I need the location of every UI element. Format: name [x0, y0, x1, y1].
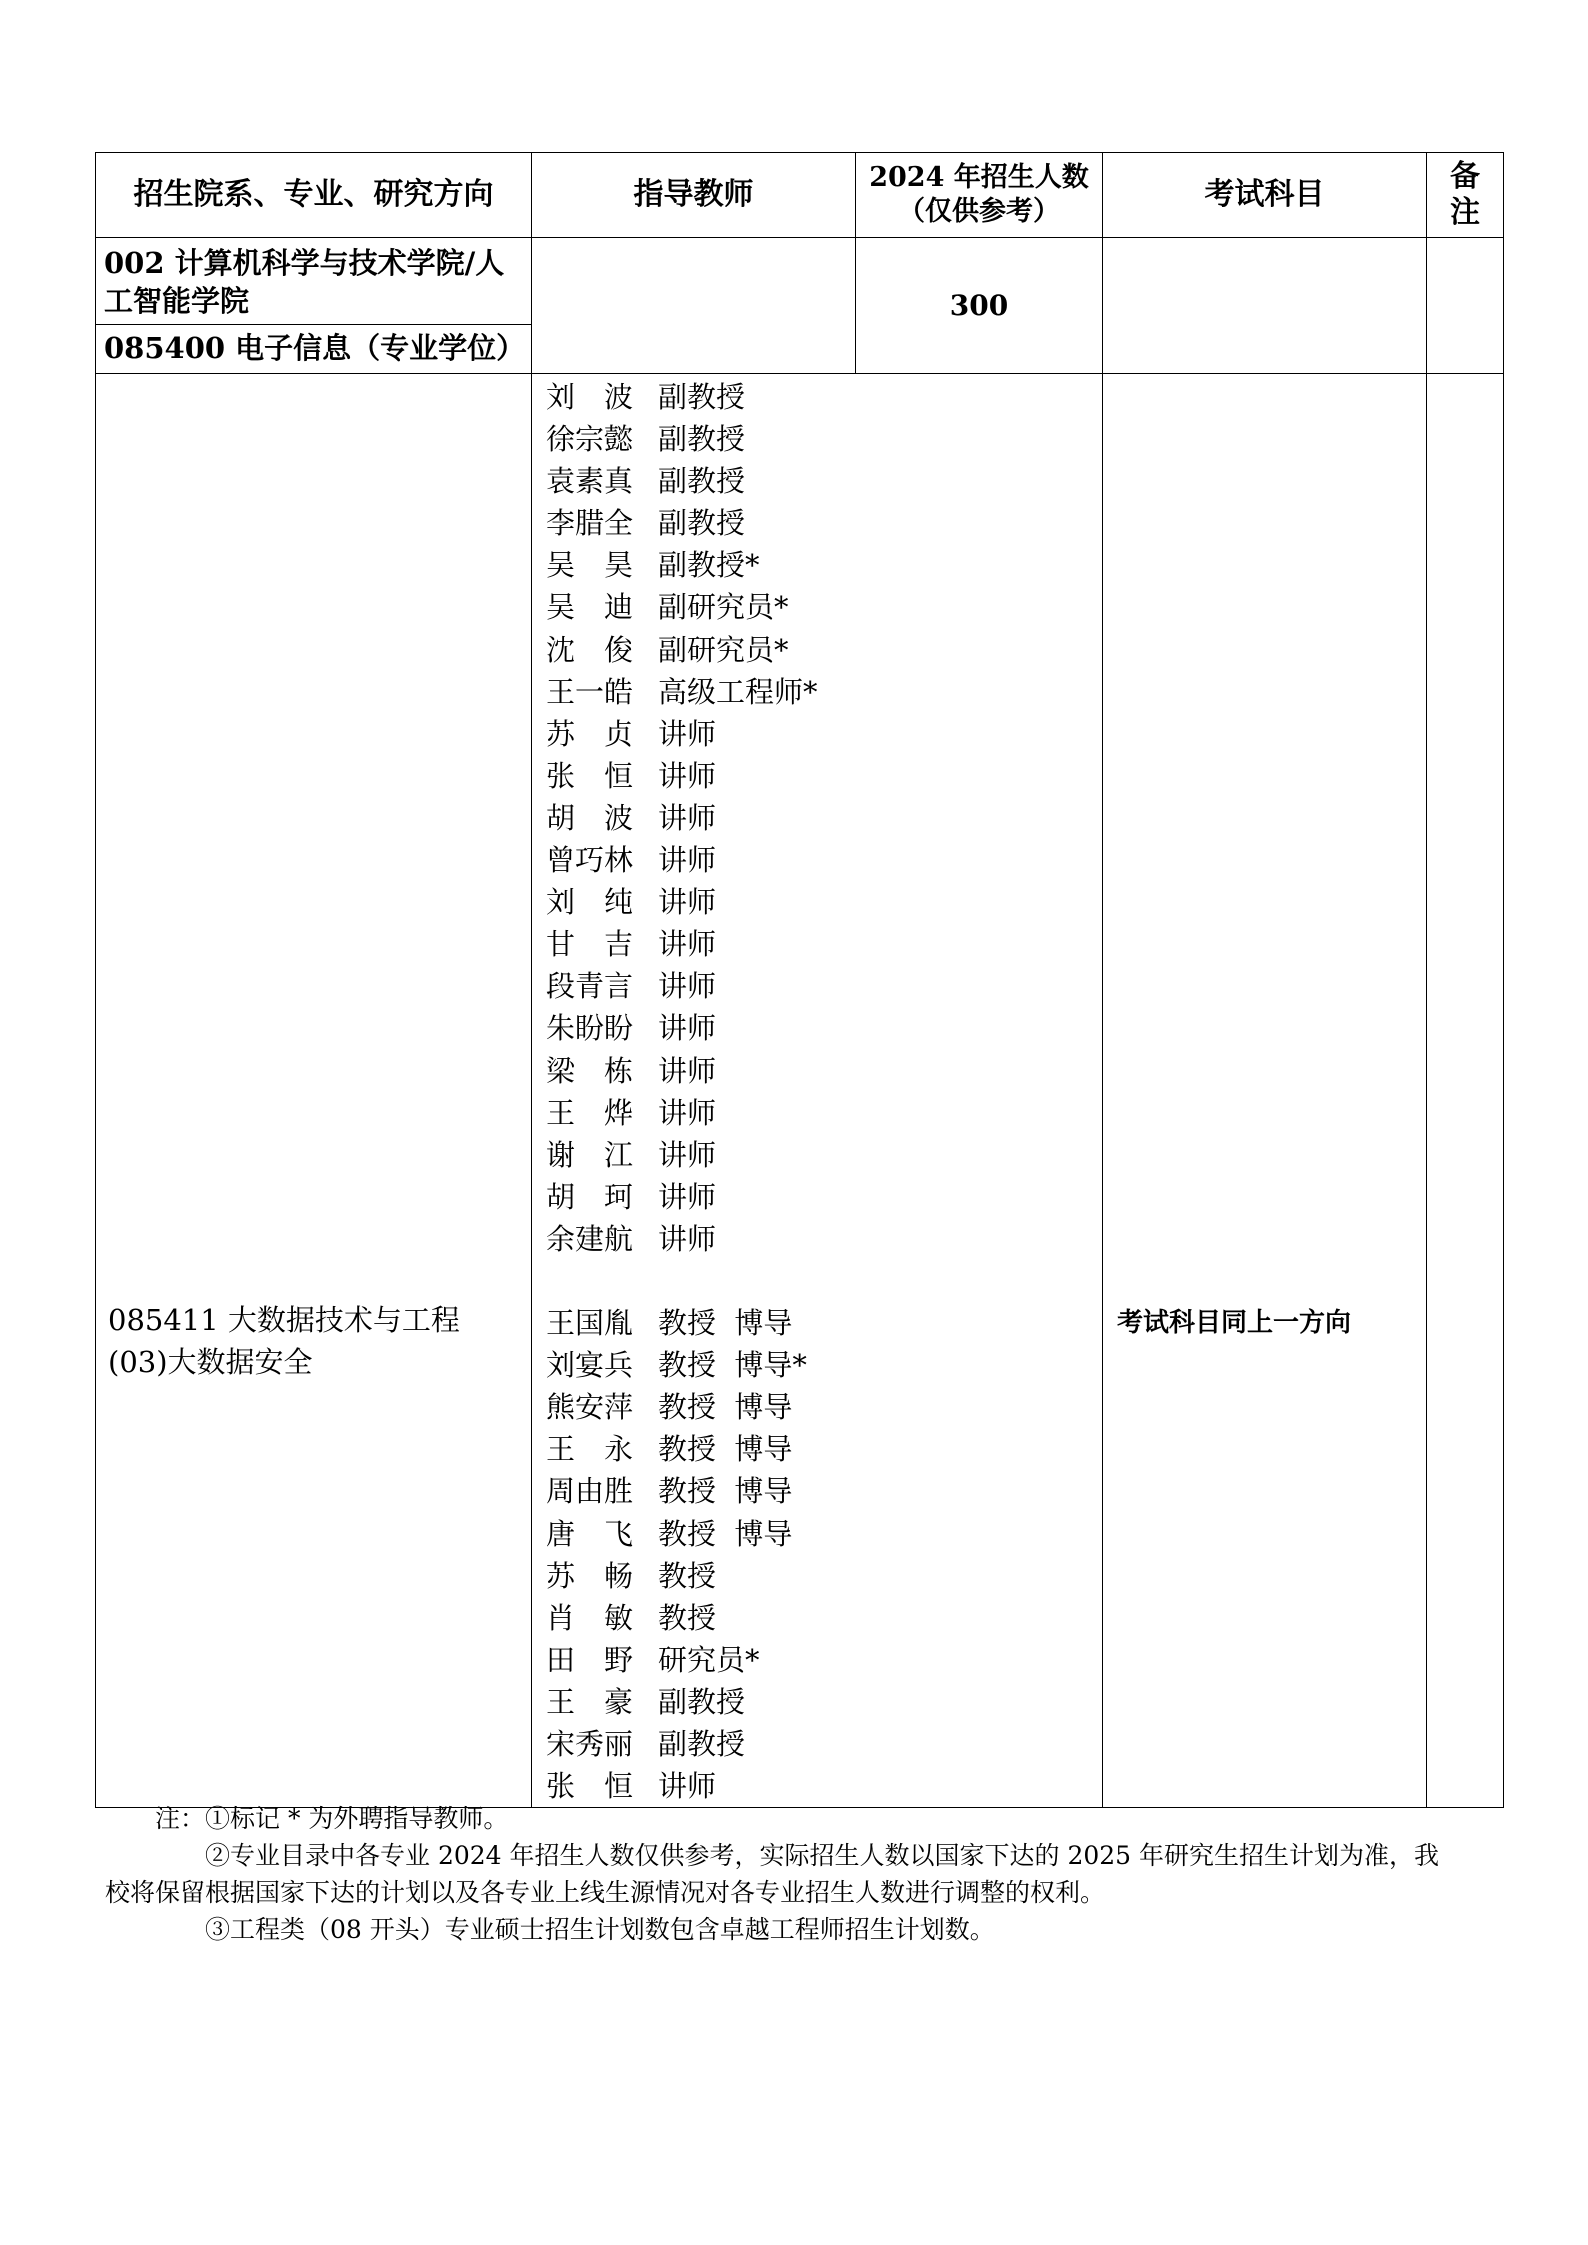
advisor-name: 甘 吉 [546, 927, 634, 962]
header-exam: 考试科目 [1103, 153, 1427, 238]
header-advisor: 指导教师 [532, 153, 856, 238]
advisor-name: 王 烨 [546, 1095, 634, 1130]
exam-note: 考试科目同上一方向 [1117, 1308, 1352, 1338]
advisor-name: 胡 珂 [546, 1179, 634, 1214]
advisor-name: 熊安萍 [546, 1390, 634, 1425]
advisor-name: 刘宴兵 [546, 1348, 634, 1383]
advisor-title: 讲师 [658, 885, 717, 920]
advisor-item [546, 629, 1102, 671]
advisor-name: 宋秀丽 [546, 1727, 634, 1761]
advisor-title: 副教授* [658, 548, 760, 583]
advisor-name: 吴 迪 [546, 590, 634, 625]
advisor-name: 谢 江 [546, 1137, 634, 1172]
advisor-list [532, 374, 1102, 1807]
advisor-item [546, 1597, 1102, 1639]
header-dept: 招生院系、专业、研究方向 [96, 153, 532, 238]
advisor-name: 唐 飞 [546, 1516, 634, 1551]
advisor-item [546, 671, 1102, 713]
advisor-name: 沈 俊 [546, 632, 634, 667]
advisor-title: 讲师 [658, 927, 717, 962]
section-exam-cell [1103, 238, 1427, 374]
advisor-title: 教授 博导 [658, 1432, 793, 1467]
header-remark: 备 注 [1427, 153, 1504, 238]
advisor-item [546, 797, 1102, 839]
note-1: 注：①标记 * 为外聘指导教师。 [155, 1804, 509, 1833]
advisor-title: 教授 博导 [658, 1516, 793, 1551]
direction-code: 085411 大数据技术与工程 [108, 1303, 460, 1337]
advisor-name: 袁素真 [546, 464, 634, 499]
advisor-item [546, 502, 1102, 544]
advisor-name: 王国胤 [546, 1306, 634, 1341]
advisor-item [546, 1555, 1102, 1597]
advisor-title: 教授 博导 [658, 1306, 793, 1341]
advisor-name: 李腊全 [546, 506, 634, 541]
advisor-name: 张 恒 [546, 1769, 634, 1804]
advisor-item [546, 418, 1102, 460]
advisor-item [546, 1344, 1102, 1386]
advisor-title: 副研究员* [658, 632, 789, 667]
advisor-title: 讲师 [658, 969, 717, 1004]
advisor-name: 刘 波 [546, 380, 634, 414]
header-count: 2024 年招生人数 （仅供参考） [856, 153, 1103, 238]
advisor-item [546, 839, 1102, 881]
advisor-title: 副教授 [658, 506, 746, 541]
advisor-name: 吴 昊 [546, 548, 634, 583]
advisor-name: 王 豪 [546, 1684, 634, 1719]
advisor-item [546, 1176, 1102, 1218]
advisor-name: 梁 栋 [546, 1053, 634, 1088]
section-dept-cell [96, 238, 532, 374]
advisor-name: 段青言 [546, 969, 634, 1004]
advisor-item [546, 1050, 1102, 1092]
advisor-title: 高级工程师* [658, 674, 818, 709]
advisor-title: 教授 [658, 1600, 717, 1635]
advisor-title: 教授 博导* [658, 1348, 807, 1383]
section-remark-cell [1427, 238, 1504, 374]
advisor-item [546, 965, 1102, 1007]
table-header-row [96, 153, 1504, 238]
advisor-item [546, 1092, 1102, 1134]
advisor-item [546, 1639, 1102, 1681]
advisor-title: 讲师 [658, 1053, 717, 1088]
advisor-title: 副教授 [658, 464, 746, 499]
advisor-name: 曾巧林 [546, 843, 634, 878]
advisor-name: 肖 敏 [546, 1600, 634, 1635]
advisor-name: 王一皓 [546, 674, 634, 709]
advisor-name: 王 永 [546, 1432, 634, 1467]
advisor-list-cell [532, 374, 1103, 1808]
advisor-group-gap [546, 1260, 1102, 1302]
advisor-title: 讲师 [658, 1095, 717, 1130]
advisor-name: 刘 纯 [546, 885, 634, 920]
advisor-item [546, 1302, 1102, 1344]
advisor-name: 苏 畅 [546, 1558, 634, 1593]
advisor-title: 讲师 [658, 1221, 717, 1256]
advisor-item [546, 586, 1102, 628]
advisor-title: 讲师 [658, 800, 717, 835]
advisor-title: 副教授 [658, 422, 746, 457]
advisor-title: 研究员* [658, 1642, 760, 1677]
advisor-title: 讲师 [658, 1137, 717, 1172]
advisor-title: 讲师 [658, 1179, 717, 1214]
section-advisor-cell [532, 238, 856, 374]
note-2: ②专业目录中各专业 2024 年招生人数仅供参考，实际招生人数以国家下达的 2025 年研究生招生计划为准，我校将保留根据国家下达的计划以及各专业上线生源情况对各专业招生人数进行调整的权利。 [105, 1841, 1440, 1907]
advisor-name: 胡 波 [546, 800, 634, 835]
advisor-item [546, 755, 1102, 797]
section-row [96, 238, 1504, 374]
advisor-name: 周由胜 [546, 1474, 634, 1509]
advisor-item [546, 1428, 1102, 1470]
advisor-title: 副研究员* [658, 590, 789, 625]
exam-cell [1103, 374, 1427, 1808]
advisor-name: 余建航 [546, 1221, 634, 1256]
enrollment-table [95, 152, 1504, 1808]
advisor-item [546, 713, 1102, 755]
advisor-name: 徐宗懿 [546, 422, 634, 457]
advisor-title: 讲师 [658, 716, 717, 751]
advisor-title: 副教授 [658, 380, 746, 414]
direction-name: (03)大数据安全 [108, 1345, 313, 1379]
advisor-title: 副教授 [658, 1684, 746, 1719]
note-3: ③工程类（08 开头）专业硕士招生计划数包含卓越工程师招生计划数。 [205, 1915, 995, 1944]
dept-name: 002 计算机科学与技术学院/人工智能学院 [104, 246, 505, 318]
advisor-item [546, 1007, 1102, 1049]
advisor-item [546, 1386, 1102, 1428]
footnotes [105, 1800, 1455, 1948]
advisor-item [546, 460, 1102, 502]
direction-row [96, 374, 1504, 1808]
advisor-title: 讲师 [658, 843, 717, 878]
advisor-title: 教授 博导 [658, 1474, 793, 1509]
advisor-title: 讲师 [658, 758, 717, 793]
advisor-item [546, 1723, 1102, 1765]
advisor-item [546, 1513, 1102, 1555]
advisor-item [546, 1681, 1102, 1723]
advisor-title: 讲师 [658, 1011, 717, 1046]
advisor-name: 苏 贞 [546, 716, 634, 751]
advisor-title: 教授 [658, 1558, 717, 1593]
advisor-item [546, 1134, 1102, 1176]
advisor-item [546, 544, 1102, 586]
advisor-title: 副教授 [658, 1727, 746, 1761]
advisor-name: 田 野 [546, 1642, 634, 1677]
section-count: 300 [856, 238, 1103, 374]
advisor-item [546, 1470, 1102, 1512]
direction-cell [96, 374, 532, 1808]
advisor-item [546, 881, 1102, 923]
advisor-name: 朱盼盼 [546, 1011, 634, 1046]
major-name: 085400 电子信息（专业学位） [96, 324, 531, 367]
remark-cell [1427, 374, 1504, 1808]
advisor-title: 讲师 [658, 1769, 717, 1804]
advisor-name: 张 恒 [546, 758, 634, 793]
advisor-item [546, 1218, 1102, 1260]
advisor-item [546, 923, 1102, 965]
advisor-title: 教授 博导 [658, 1390, 793, 1425]
advisor-item [546, 376, 1102, 418]
